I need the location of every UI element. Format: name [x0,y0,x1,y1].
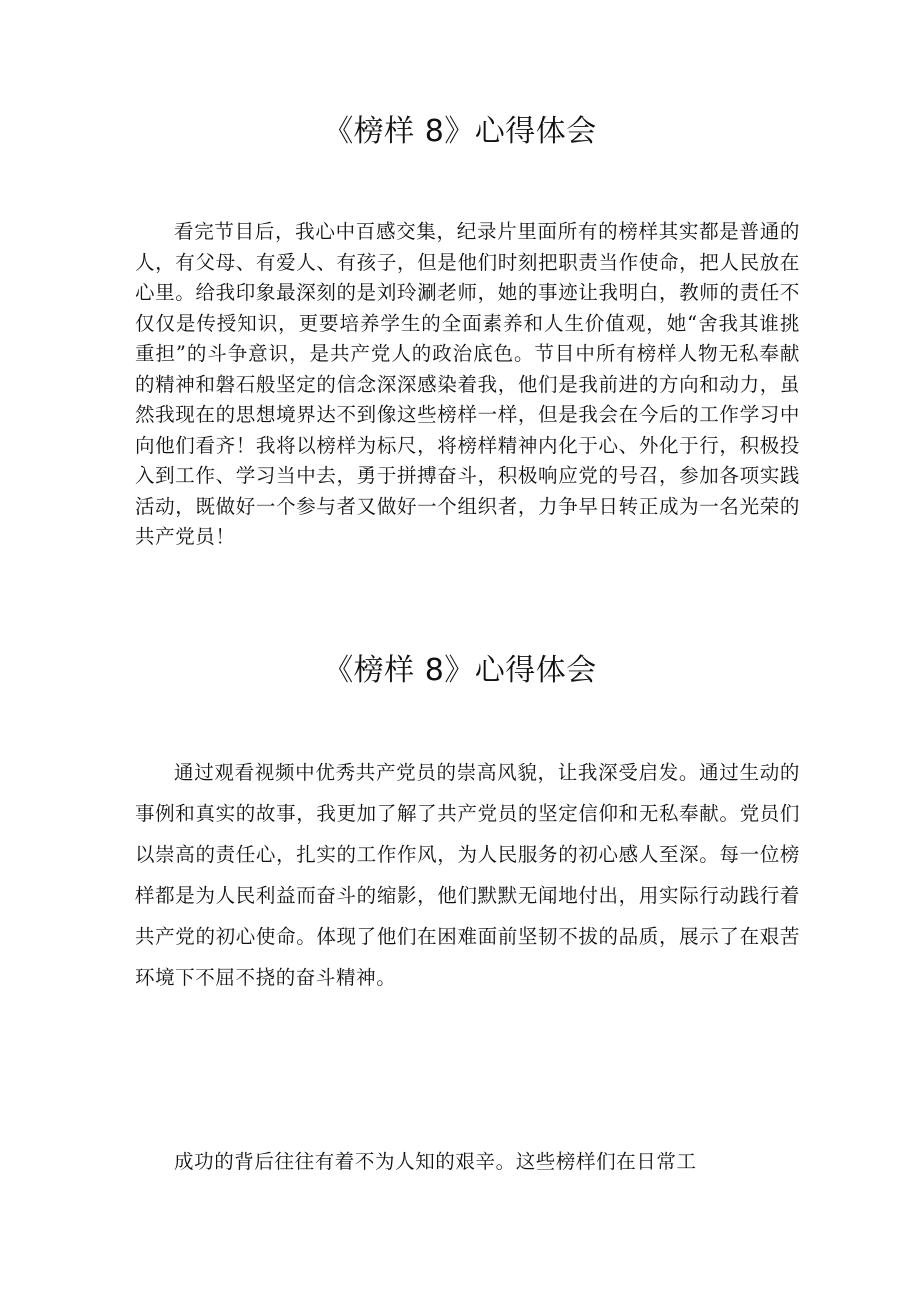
section-title: 《榜样 8》心得体会 [323,114,597,149]
body-paragraph: 成功的背后往往有着不为人知的艰辛。这些榜样们在日常工 [174,1150,697,1173]
body-paragraph: 通过观看视频中优秀共产党员的崇高风貌，让我深受启发。通过生动的事例和真实的故事，我更加了解了共产党员的坚定信仰和无私奉献。党员们以崇高的责任心，扎实的工作作风，为人民服务的初心感人至深。每一位榜样都是为人民利益而奋斗的缩影，他们默默无闻地付出，用实际行动践行着共产党的初心使命。体现了他们在困难面前坚韧不拔的品质，展示了在艰苦环境下不屈不挠的奋斗精神。 [135,761,800,989]
section-title: 《榜样 8》心得体会 [323,653,597,688]
body-paragraph: 看完节目后，我心中百感交集，纪录片里面所有的榜样其实都是普通的人，有父母、有爱人、有孩子，但是他们时刻把职责当作使命，把人民放在心里。给我印象最深刻的是刘玲涮老师，她的事迹让我明白，教师的责任不仅仅是传授知识，更要培养学生的全面素养和人生价值观，她“舍我其谁挑重担”的斗争意识，是共产党人的政治底色。节目中所有榜样人物无私奉献的精神和磐石般坚定的信念深深感染着我，他们是我前进的方向和动力，虽然我现在的思想境界达不到像这些榜样一样，但是我会在今后的工作学习中向他们看齐！我将以榜样为标尺，将榜样精神内化于心、外化于行，积极投入到工作、学习当中去，勇于拼搏奋斗，积极响应党的号召，参加各项实践活动，既做好一个参与者又做好一个组织者，力争早日转正成为一名光荣的共产党员！ [135,220,800,548]
